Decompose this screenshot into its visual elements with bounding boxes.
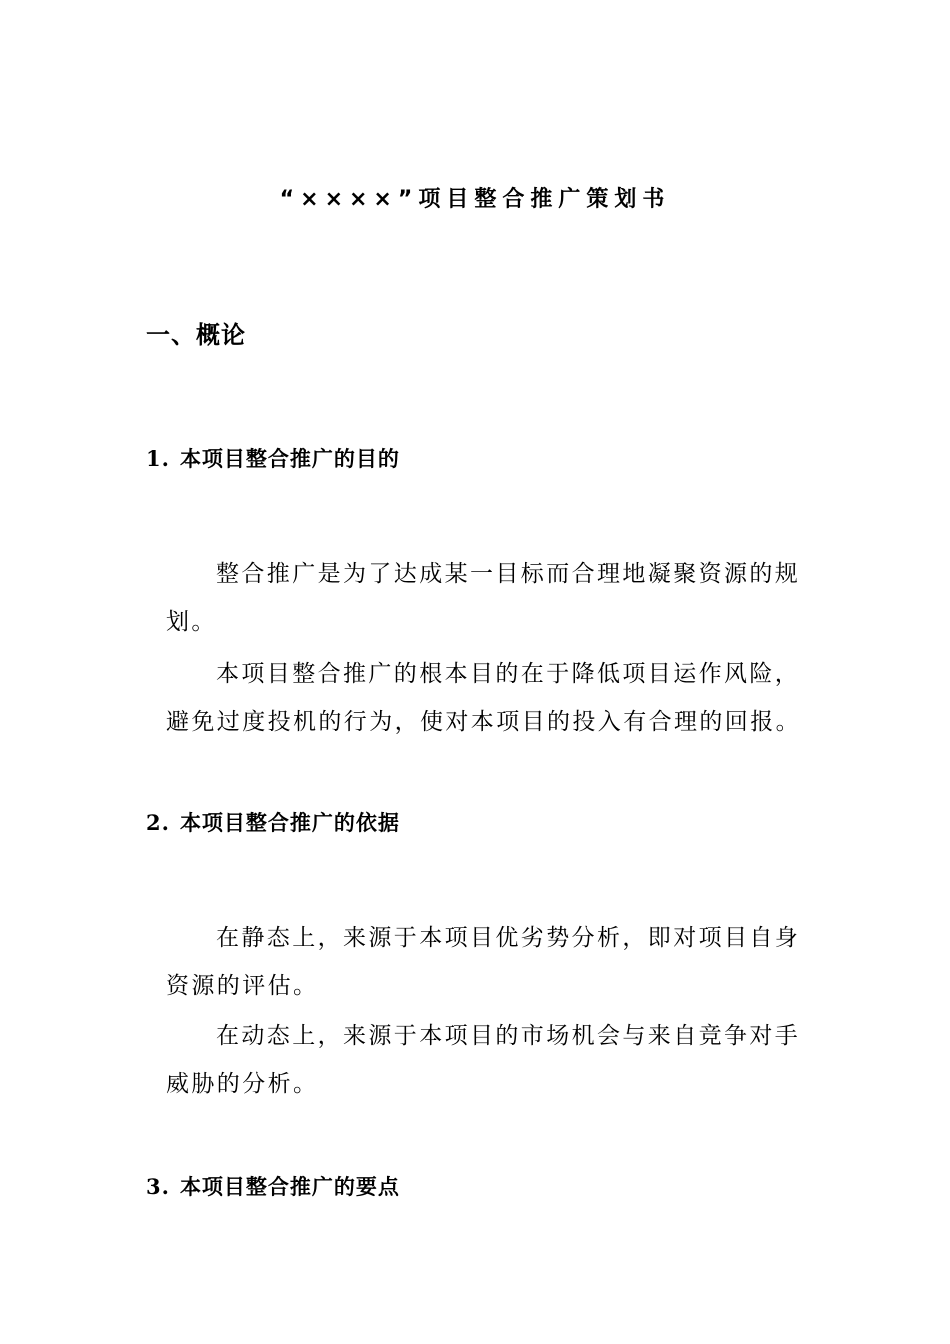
paragraph: 在静态上，来源于本项目优劣势分析，即对项目自身资源的评估。 [166,925,801,999]
document-title: “××××”项目整合推广策划书 [279,187,671,212]
subsection-heading-purpose [146,444,400,474]
subsection-heading-key-points [146,1172,400,1202]
section-heading-overview: 一、概论 [146,321,246,349]
subsection-number: 3. [146,1174,170,1199]
subsection-number: 1. [146,446,170,471]
subsection-number: 2. [146,810,170,835]
subsection-heading-basis [146,808,400,838]
paragraph: 在动态上，来源于本项目的市场机会与来自竞争对手威胁的分析。 [166,1023,801,1097]
subsection-title: 本项目整合推广的要点 [179,1175,400,1199]
subsection-title: 本项目整合推广的目的 [179,447,400,471]
subsection-title: 本项目整合推广的依据 [179,811,400,835]
paragraph: 本项目整合推广的根本目的在于降低项目运作风险，避免过度投机的行为，使对本项目的投入有合理的回报。 [166,661,801,735]
paragraph: 整合推广是为了达成某一目标而合理地凝聚资源的规划。 [166,561,801,635]
